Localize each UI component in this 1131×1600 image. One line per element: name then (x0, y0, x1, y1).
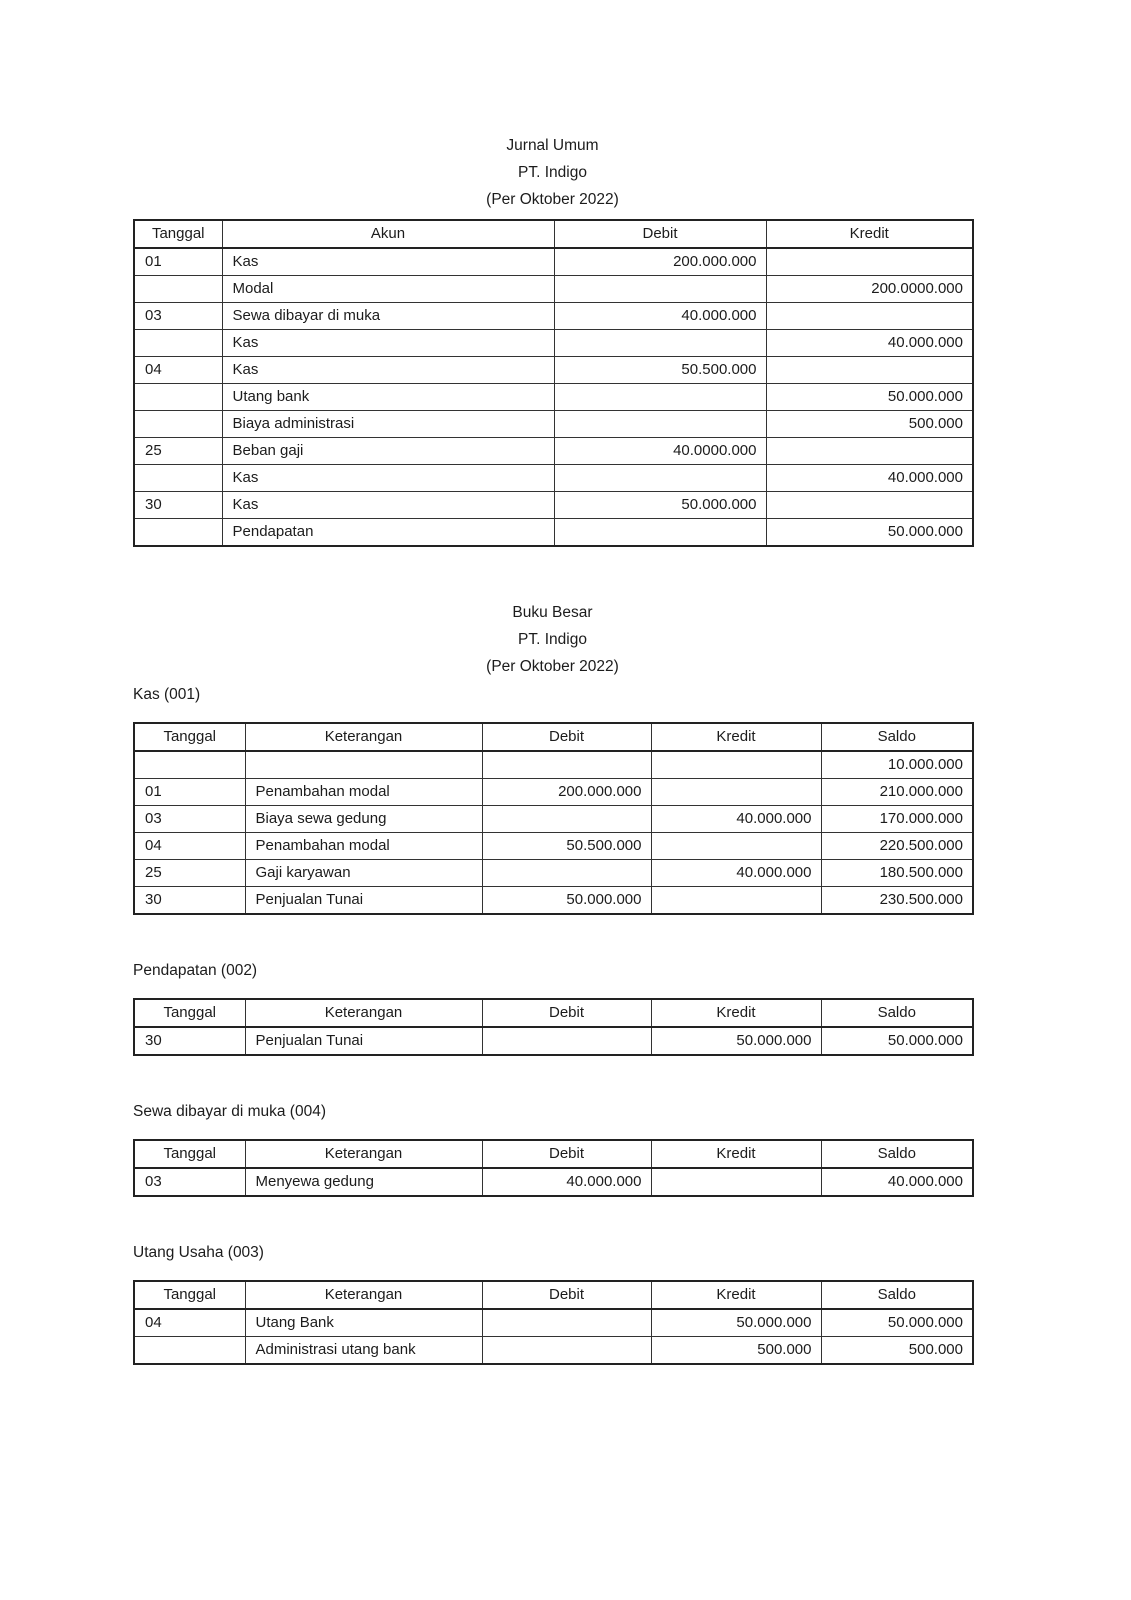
ledger-row (134, 806, 973, 833)
column-header-keterangan: Keterangan (245, 723, 482, 751)
cell (554, 411, 766, 438)
column-header-saldo: Saldo (821, 1140, 973, 1168)
cell: 40.000.000 (766, 465, 973, 492)
ledger-header-row (134, 723, 973, 751)
journal-row (134, 276, 973, 303)
column-header-debit: Debit (482, 1281, 651, 1309)
cell: 01 (134, 779, 245, 806)
cell: 50.000.000 (651, 1309, 821, 1337)
cell: 220.500.000 (821, 833, 973, 860)
journal-title-block (133, 132, 972, 213)
cell: 04 (134, 833, 245, 860)
ledger-row (134, 751, 973, 779)
journal-row (134, 465, 973, 492)
cell: 180.500.000 (821, 860, 973, 887)
cell (134, 384, 222, 411)
cell: 30 (134, 887, 245, 915)
cell: 200.000.000 (482, 779, 651, 806)
journal-period: (Per Oktober 2022) (486, 191, 619, 208)
cell (482, 806, 651, 833)
journal-row (134, 357, 973, 384)
cell: 40.000.000 (821, 1168, 973, 1196)
cell (766, 303, 973, 330)
cell (482, 1027, 651, 1055)
cell: 50.000.000 (482, 887, 651, 915)
ledger-table-kas (133, 722, 974, 915)
cell (651, 1168, 821, 1196)
column-header-debit: Debit (482, 1140, 651, 1168)
cell: 50.000.000 (651, 1027, 821, 1055)
ledger-table-pendapatan (133, 998, 974, 1056)
ledger-period: (Per Oktober 2022) (486, 658, 619, 675)
ledger-row (134, 1309, 973, 1337)
cell: 200.0000.000 (766, 276, 973, 303)
cell (766, 492, 973, 519)
cell (766, 438, 973, 465)
ledger-row (134, 1337, 973, 1365)
cell: 04 (134, 1309, 245, 1337)
column-header-debit: Debit (482, 723, 651, 751)
cell: 30 (134, 1027, 245, 1055)
cell (554, 519, 766, 547)
journal-row (134, 519, 973, 547)
cell: Modal (222, 276, 554, 303)
cell (766, 248, 973, 276)
cell (134, 276, 222, 303)
cell: 500.000 (766, 411, 973, 438)
account-label-utang-usaha: Utang Usaha (003) (133, 1244, 264, 1261)
column-header-keterangan: Keterangan (245, 1140, 482, 1168)
ledger-header-row (134, 999, 973, 1027)
column-header-tanggal: Tanggal (134, 220, 222, 248)
column-header-kredit: Kredit (651, 999, 821, 1027)
ledger-row (134, 887, 973, 915)
cell: 04 (134, 357, 222, 384)
column-header-debit: Debit (554, 220, 766, 248)
column-header-kredit: Kredit (651, 723, 821, 751)
ledger-row (134, 860, 973, 887)
jurnal-umum-table (133, 219, 974, 547)
cell (134, 330, 222, 357)
ledger-title: Buku Besar (512, 604, 593, 621)
column-header-tanggal: Tanggal (134, 1140, 245, 1168)
cell: Penambahan modal (245, 833, 482, 860)
column-header-kredit: Kredit (651, 1140, 821, 1168)
ledger-table-sewa-dibayar-di-muka (133, 1139, 974, 1197)
cell: 170.000.000 (821, 806, 973, 833)
ledger-header-row (134, 1140, 973, 1168)
column-header-keterangan: Keterangan (245, 1281, 482, 1309)
cell (554, 330, 766, 357)
cell: 30 (134, 492, 222, 519)
journal-row (134, 492, 973, 519)
ledger-section (133, 599, 972, 1365)
journal-row (134, 330, 973, 357)
cell: Kas (222, 357, 554, 384)
cell: 50.000.000 (766, 384, 973, 411)
column-header-kredit: Kredit (766, 220, 973, 248)
cell (651, 833, 821, 860)
journal-row (134, 411, 973, 438)
account-label-pendapatan: Pendapatan (002) (133, 962, 258, 979)
column-header-tanggal: Tanggal (134, 723, 245, 751)
column-header-kredit: Kredit (651, 1281, 821, 1309)
cell: 03 (134, 1168, 245, 1196)
cell (651, 779, 821, 806)
cell: 40.000.000 (554, 303, 766, 330)
account-label-kas: Kas (001) (133, 686, 201, 703)
cell (651, 751, 821, 779)
cell (134, 1337, 245, 1365)
ledger-row (134, 1027, 973, 1055)
column-header-saldo: Saldo (821, 999, 973, 1027)
cell: 210.000.000 (821, 779, 973, 806)
cell (134, 519, 222, 547)
cell: 50.000.000 (821, 1309, 973, 1337)
cell: 50.500.000 (554, 357, 766, 384)
cell (554, 276, 766, 303)
cell: Kas (222, 330, 554, 357)
journal-header-row (134, 220, 973, 248)
cell (651, 887, 821, 915)
cell: 40.0000.000 (554, 438, 766, 465)
cell: 200.000.000 (554, 248, 766, 276)
cell: Kas (222, 465, 554, 492)
column-header-saldo: Saldo (821, 1281, 973, 1309)
cell (482, 751, 651, 779)
cell (482, 1309, 651, 1337)
cell: Sewa dibayar di muka (222, 303, 554, 330)
ledger-company: PT. Indigo (518, 631, 587, 648)
journal-row (134, 303, 973, 330)
cell: 03 (134, 806, 245, 833)
cell: Administrasi utang bank (245, 1337, 482, 1365)
cell: 40.000.000 (766, 330, 973, 357)
document-content (133, 0, 972, 1365)
ledger-header-row (134, 1281, 973, 1309)
journal-title: Jurnal Umum (506, 137, 599, 154)
journal-row (134, 438, 973, 465)
cell: Kas (222, 248, 554, 276)
cell: 50.000.000 (821, 1027, 973, 1055)
column-header-tanggal: Tanggal (134, 999, 245, 1027)
cell: 40.000.000 (651, 806, 821, 833)
cell (134, 411, 222, 438)
cell: 40.000.000 (651, 860, 821, 887)
journal-company: PT. Indigo (518, 164, 587, 181)
cell (482, 1337, 651, 1365)
ledger-row (134, 833, 973, 860)
journal-row (134, 248, 973, 276)
cell (554, 384, 766, 411)
cell (245, 751, 482, 779)
cell: 40.000.000 (482, 1168, 651, 1196)
cell: 230.500.000 (821, 887, 973, 915)
cell (482, 860, 651, 887)
cell: 50.500.000 (482, 833, 651, 860)
cell: Pendapatan (222, 519, 554, 547)
cell: 50.000.000 (554, 492, 766, 519)
cell: 01 (134, 248, 222, 276)
cell: 25 (134, 860, 245, 887)
cell: Penjualan Tunai (245, 887, 482, 915)
cell: Menyewa gedung (245, 1168, 482, 1196)
column-header-debit: Debit (482, 999, 651, 1027)
cell: Kas (222, 492, 554, 519)
column-header-keterangan: Keterangan (245, 999, 482, 1027)
cell: Biaya sewa gedung (245, 806, 482, 833)
column-header-saldo: Saldo (821, 723, 973, 751)
cell: Gaji karyawan (245, 860, 482, 887)
account-label-sewa-dibayar-di-muka: Sewa dibayar di muka (004) (133, 1103, 326, 1120)
cell (134, 751, 245, 779)
ledger-row (134, 779, 973, 806)
cell: Utang bank (222, 384, 554, 411)
cell: Biaya administrasi (222, 411, 554, 438)
cell: 500.000 (821, 1337, 973, 1365)
column-header-akun: Akun (222, 220, 554, 248)
cell: 50.000.000 (766, 519, 973, 547)
cell (766, 357, 973, 384)
ledger-row (134, 1168, 973, 1196)
cell: 500.000 (651, 1337, 821, 1365)
journal-section (133, 132, 972, 547)
cell: 25 (134, 438, 222, 465)
cell: Penambahan modal (245, 779, 482, 806)
cell: Utang Bank (245, 1309, 482, 1337)
journal-row (134, 384, 973, 411)
ledger-table-utang-usaha (133, 1280, 974, 1365)
cell (554, 465, 766, 492)
cell (134, 465, 222, 492)
cell: Penjualan Tunai (245, 1027, 482, 1055)
cell: Beban gaji (222, 438, 554, 465)
cell: 10.000.000 (821, 751, 973, 779)
ledger-title-block (133, 599, 972, 680)
cell: 03 (134, 303, 222, 330)
column-header-tanggal: Tanggal (134, 1281, 245, 1309)
